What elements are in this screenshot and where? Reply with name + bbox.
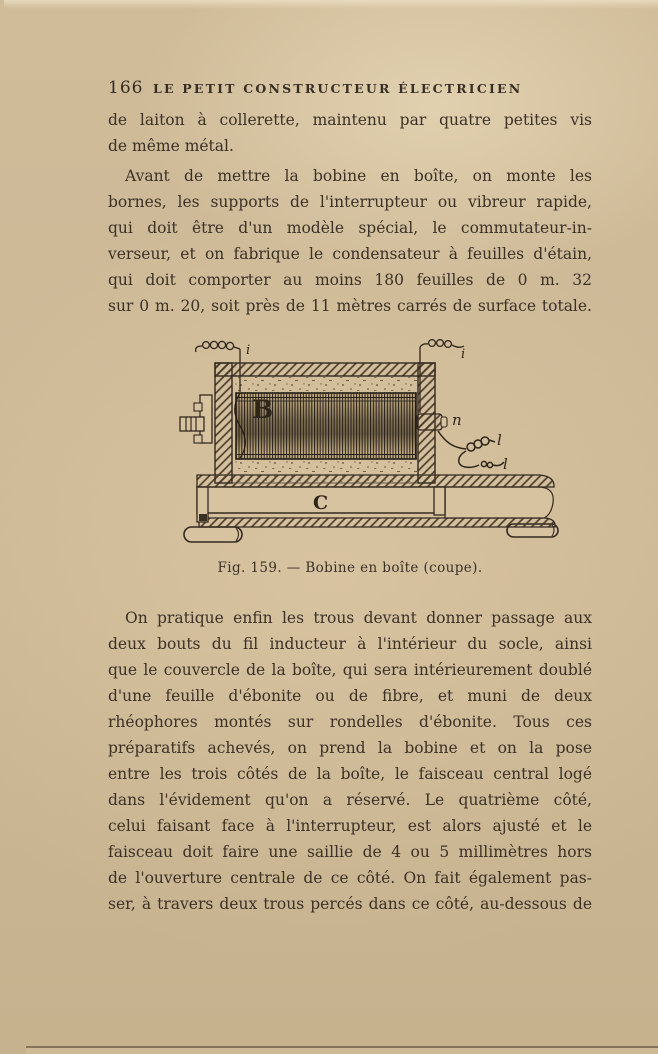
wire-top-right <box>420 340 465 362</box>
text-line: entre les trois côtés de la boîte, le faisceau central logé <box>108 765 592 783</box>
text-line: de laiton à collerette, maintenu par quatre petites vis <box>108 111 592 129</box>
left-shaft <box>180 395 212 443</box>
base-bottom-plate <box>199 518 555 527</box>
text-line: verseur, et on fabrique le condensateur à feuilles d'étain, <box>108 245 592 263</box>
text-line: de l'ouverture centrale de ce côté. On fait également pas- <box>108 869 592 887</box>
text-line: qui doit comporter au moins 180 feuilles de 0 m. 32 <box>108 271 592 289</box>
wire-top-left <box>196 341 251 358</box>
text-line: deux bouts du fil inducteur à l'intérieur du socle, ainsi <box>108 635 592 653</box>
text-line: faisceau doit faire une saillie de 4 ou 5 millimètres hors <box>108 843 592 861</box>
text-line: celui faisant face à l'interrupteur, est alors ajusté et le <box>108 817 592 835</box>
figure-label-shaft: n <box>452 411 462 429</box>
page-bottom-edge <box>26 1048 658 1054</box>
text-line: que le couvercle de la boîte, qui sera intérieurement doublé <box>108 661 592 679</box>
figure-label-lead-lower: l <box>503 455 508 473</box>
text-line: rhéophores montés sur rondelles d'ébonite. Tous ces <box>108 713 592 731</box>
text-line: qui doit être d'un modèle spécial, le commutateur-in- <box>108 219 592 237</box>
figure-caption: Fig. 159. — Bobine en boîte (coupe). <box>217 560 483 576</box>
figure-block <box>108 335 592 576</box>
right-leads <box>438 431 508 473</box>
running-title: LE PETIT CONSTRUCTEUR ÉLECTRICIEN <box>153 81 523 96</box>
running-head <box>108 78 592 96</box>
page-number: 166 <box>108 78 144 98</box>
page-top-edge <box>4 0 658 9</box>
text-line: ser, à travers deux trous percés dans ce côté, au-dessous de <box>108 895 592 913</box>
bobbin-box-figure <box>150 335 580 553</box>
page-content <box>108 78 592 921</box>
paragraph-3 <box>108 609 592 921</box>
base-board <box>197 487 553 522</box>
figure-label-socle: C <box>313 492 329 514</box>
paragraph-1 <box>108 111 592 163</box>
text-line: préparatifs achevés, on prend la bobine et on la pose <box>108 739 592 757</box>
text-line: Avant de mettre la bobine en boîte, on monte les <box>125 167 592 185</box>
figure-label-wire-right: i <box>461 347 466 362</box>
bobbin-cylinder <box>235 393 416 459</box>
text-line: sur 0 m. 20, soit près de 11 mètres carrés de surface totale. <box>108 297 592 315</box>
text-line: d'une feuille d'ébonite ou de fibre, et muni de deux <box>108 687 592 705</box>
right-shaft <box>417 411 462 430</box>
text-line: bornes, les supports de l'interrupteur ou vibreur rapide, <box>108 193 592 211</box>
figure-label-bobbin: B <box>252 395 274 424</box>
paragraph-2 <box>108 167 592 323</box>
binding-gutter-shadow <box>0 0 34 1054</box>
text-line: On pratique enfin les trous devant donner passage aux <box>125 609 592 627</box>
text-line: dans l'évidement qu'on a réservé. Le quatrième côté, <box>108 791 592 809</box>
figure-label-wire-left: i <box>246 343 251 358</box>
text-line: de même métal. <box>108 137 234 155</box>
figure-label-lead-upper: l <box>497 431 502 449</box>
